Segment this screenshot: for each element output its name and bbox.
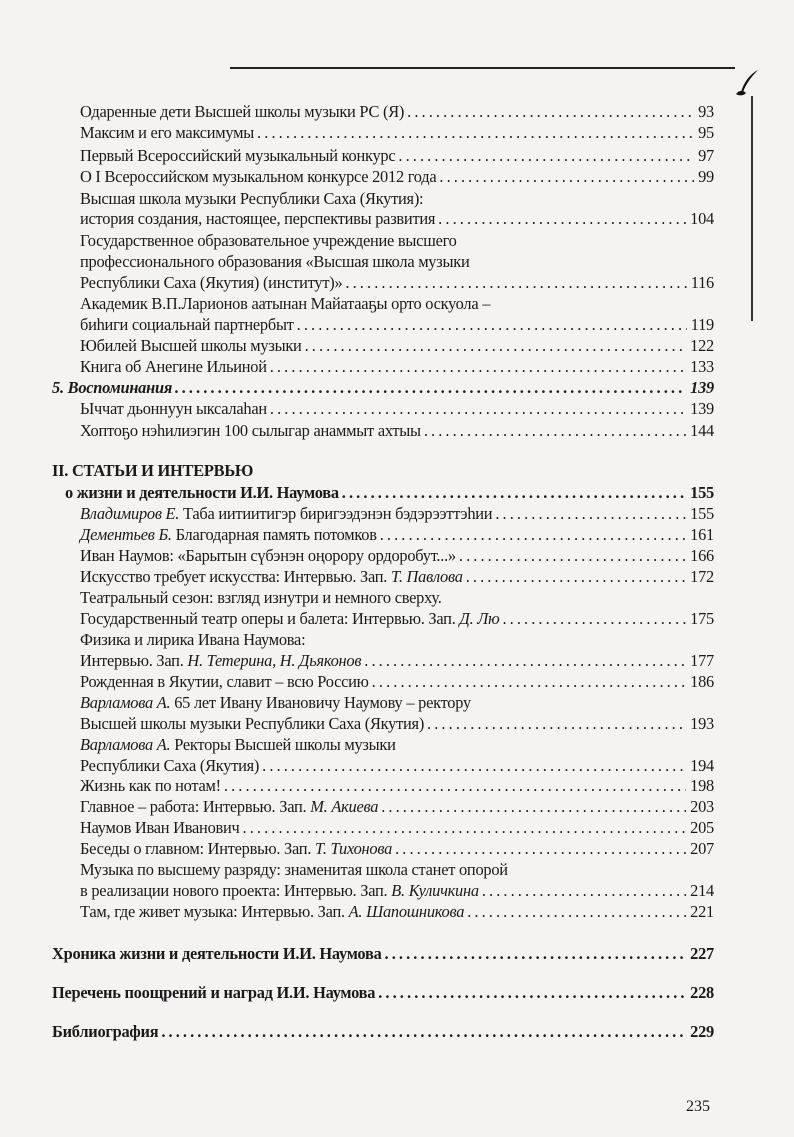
toc-entry-page: 207	[690, 839, 714, 858]
toc-entry	[80, 629, 714, 650]
toc-entry	[80, 420, 714, 441]
toc-entry-title	[80, 208, 435, 229]
toc-entry	[80, 817, 714, 838]
toc-entry-title	[80, 880, 479, 901]
toc-entry-text: Рожденная в Якутии, славит – всю Россию	[80, 672, 369, 691]
header-rule	[230, 67, 735, 69]
dot-leader	[395, 838, 686, 859]
toc-entry-title	[80, 755, 259, 776]
toc-entry	[80, 838, 714, 859]
toc-entry-title	[80, 545, 456, 566]
quill-pen-icon	[734, 68, 760, 98]
toc-entry-title	[80, 796, 378, 817]
toc-entry-title	[80, 230, 457, 251]
toc-entry	[80, 859, 714, 880]
side-rule	[751, 96, 753, 321]
dot-leader	[305, 335, 687, 356]
dot-leader	[427, 713, 686, 734]
toc-entry	[80, 734, 714, 755]
toc-entry-text: О I Всероссийском музыкальном конкурсе 2012 года	[80, 167, 437, 186]
dot-leader	[372, 671, 686, 692]
dot-leader	[175, 377, 686, 398]
toc-entry-title	[80, 838, 392, 859]
dot-leader	[466, 566, 686, 587]
toc-entry-text: Высшей школы музыки Республики Саха (Якутия)	[80, 714, 425, 733]
toc-entry-author: Т. Тихонова	[315, 839, 393, 858]
toc-entry	[80, 901, 714, 922]
dot-leader	[270, 356, 686, 377]
toc-entry-text: Высшая школа музыки Республики Саха (Якутия):	[80, 189, 424, 208]
toc-entry	[80, 524, 714, 545]
toc-entry	[80, 566, 714, 587]
dot-leader	[224, 775, 686, 796]
toc-entry-text: Ыччат дьоннуун ыксалаһан	[80, 399, 267, 418]
toc-entry-text: в реализации нового проекта: Интервью. Зап.	[80, 881, 392, 900]
toc-entry-page: 198	[690, 776, 714, 795]
toc-entry	[80, 208, 714, 229]
toc-entry-text: Республики Саха (Якутия)	[80, 756, 260, 775]
toc-entry-text: Физика и лирика Ивана Наумова:	[80, 630, 306, 649]
dot-leader	[385, 943, 687, 964]
toc-entry-page: 155	[690, 483, 714, 502]
toc-entry-page: 93	[698, 102, 714, 121]
toc-entry-page: 175	[690, 609, 714, 628]
toc-entry	[80, 503, 714, 524]
toc-entry-title	[80, 335, 302, 356]
toc-entry-text: Таба иитиитигэр биригээдэнэн бэдэрээттэһии	[179, 504, 493, 523]
toc-entry-title	[80, 650, 361, 671]
toc-entry-title	[80, 188, 423, 209]
toc-entry-title	[80, 775, 221, 796]
toc-entry	[80, 608, 714, 629]
toc-entry-page: 214	[690, 881, 714, 900]
toc-entry-author: М. Акиева	[310, 797, 379, 816]
toc-entry-title	[80, 272, 342, 293]
toc-entry-author: Владимиров Е.	[80, 504, 180, 523]
toc-entry	[80, 545, 714, 566]
toc-entry	[80, 650, 714, 671]
toc-entry	[80, 293, 714, 314]
dot-leader	[407, 101, 694, 122]
toc-entry	[80, 230, 714, 251]
toc-entry-page: 227	[690, 944, 714, 963]
toc-entry-title	[80, 566, 463, 587]
dot-leader	[380, 524, 686, 545]
toc-entry-text: Там, где живет музыка: Интервью. Зап.	[80, 902, 349, 921]
toc-entry-page: 104	[690, 209, 714, 228]
toc-entry	[80, 251, 714, 272]
toc-entry-text: Государственное образовательное учреждение высшего	[80, 231, 457, 250]
toc-entry-title	[80, 145, 395, 166]
toc-entry	[80, 335, 714, 356]
toc-entry-title	[80, 122, 254, 143]
dot-leader	[342, 482, 686, 503]
toc-entry-text: биһиги социальнай партнербыт	[80, 315, 294, 334]
toc-entry-title	[52, 377, 172, 398]
toc-entry-text: Хроника жизни и деятельности И.И. Наумова	[52, 944, 382, 963]
dot-leader	[424, 420, 686, 441]
toc-entry-title	[52, 943, 382, 964]
toc-entry-author: Варламова А.	[80, 693, 171, 712]
toc-entry-text: Республики Саха (Якутия) (институт)»	[80, 273, 343, 292]
toc-entry-text: Наумов Иван Иванович	[80, 818, 240, 837]
dot-leader	[297, 314, 687, 335]
toc-entry	[80, 188, 714, 209]
toc-entry-page: 97	[698, 146, 714, 165]
toc-entry	[80, 796, 714, 817]
toc-entry-page: 186	[690, 672, 714, 691]
toc-entry	[80, 775, 714, 796]
toc-entry	[80, 713, 714, 734]
toc-entry-title	[80, 901, 464, 922]
toc-entry	[80, 880, 714, 901]
toc-entry	[80, 166, 714, 187]
dot-leader	[467, 901, 686, 922]
toc-entry-title	[80, 629, 305, 650]
dot-leader	[459, 545, 686, 566]
toc-entry-page: 205	[690, 818, 714, 837]
toc-entry-text: Театральный сезон: взгляд изнутри и немного сверху.	[80, 588, 442, 607]
toc-entry-text: Перечень поощрений и наград И.И. Наумова	[52, 983, 376, 1002]
dot-leader	[345, 272, 686, 293]
toc-entry-text: Одаренные дети Высшей школы музыки РС (Я)	[80, 102, 405, 121]
toc-entry	[52, 377, 714, 398]
toc-entry-text: Государственный театр оперы и балета: Интервью. Зап.	[80, 609, 460, 628]
dot-leader	[262, 755, 686, 776]
toc-entry	[52, 460, 714, 481]
toc-entry-text: Ректоры Высшей школы музыки	[170, 735, 396, 754]
toc-entry-page: 95	[698, 123, 714, 142]
toc-entry-title	[52, 460, 253, 481]
toc-entry	[80, 587, 714, 608]
toc-entry-title	[80, 356, 267, 377]
toc-entry-title	[80, 293, 490, 314]
toc-entry-title	[80, 166, 436, 187]
toc-entry-title	[80, 524, 377, 545]
toc-entry-text: Иван Наумов: «Барытын сүбэнэн оңорору ордоробут...»	[80, 546, 456, 565]
toc-entry	[52, 982, 714, 1003]
toc-entry	[80, 692, 714, 713]
toc-entry-page: 229	[690, 1022, 714, 1041]
toc-entry-title	[80, 859, 508, 880]
toc-entry-text: Академик В.П.Ларионов аатынан Майатааҕы орто оскуола –	[80, 294, 491, 313]
toc-entry-title	[65, 482, 339, 503]
dot-leader	[438, 208, 686, 229]
toc-entry	[80, 755, 714, 776]
toc-entry-title	[52, 1021, 158, 1042]
toc-entry-page: 161	[690, 525, 714, 544]
dot-leader	[482, 880, 686, 901]
toc-entry-text: 65 лет Ивану Ивановичу Наумову – ректору	[170, 693, 471, 712]
dot-leader	[398, 145, 694, 166]
dot-leader	[495, 503, 686, 524]
dot-leader	[378, 982, 686, 1003]
toc-entry-title	[80, 587, 442, 608]
toc-entry-page: 144	[690, 421, 714, 440]
toc-entry-text: Главное – работа: Интервью. Зап.	[80, 797, 311, 816]
toc-entry-page: 155	[690, 504, 714, 523]
toc-entry-page: 172	[690, 567, 714, 586]
toc-entry-title	[80, 817, 240, 838]
dot-leader	[257, 122, 694, 143]
toc-entry-text: о жизни и деятельности И.И. Наумова	[65, 483, 339, 502]
toc-entry-text: Жизнь как по нотам!	[80, 776, 221, 795]
dot-leader	[270, 398, 686, 419]
toc-entry-title	[80, 671, 369, 692]
toc-entry-text: Первый Всероссийский музыкальный конкурс	[80, 146, 396, 165]
toc-entry-title	[80, 692, 471, 713]
toc-entry-page: 133	[690, 357, 714, 376]
toc-entry-text: Книга об Анегине Ильиной	[80, 357, 267, 376]
toc-entry-title	[80, 314, 294, 335]
toc-entry-title	[80, 420, 421, 441]
dot-leader	[161, 1021, 686, 1042]
toc-entry-text: Беседы о главном: Интервью. Зап.	[80, 839, 316, 858]
toc-entry	[80, 671, 714, 692]
toc-entry-author: В. Куличкина	[391, 881, 479, 900]
toc-entry	[80, 356, 714, 377]
toc-entry-text: Юбилей Высшей школы музыки	[80, 336, 302, 355]
toc-entry-page: 139	[690, 399, 714, 418]
toc-entry-text: Максим и его максимумы	[80, 123, 255, 142]
toc-entry-page: 203	[690, 797, 714, 816]
toc-entry	[80, 398, 714, 419]
toc-entry-page: 122	[690, 336, 714, 355]
toc-entry-page: 221	[690, 902, 714, 921]
toc-entry-text: Искусство требует искусства: Интервью. Зап.	[80, 567, 392, 586]
toc-entry-page: 193	[690, 714, 714, 733]
toc-entry-page: 177	[690, 651, 714, 670]
toc-entry-page: 139	[690, 378, 714, 397]
toc-entry-text: Интервью. Зап.	[80, 651, 188, 670]
toc-entry-author: Дементьев Б.	[80, 525, 172, 544]
toc-entry-author: Н. Тетерина, Н. Дьяконов	[187, 651, 362, 670]
toc-entry-text: Хоптоҕо нэһилиэгин 100 сылыгар анаммыт ахтыы	[80, 421, 421, 440]
toc-entry-title	[52, 982, 375, 1003]
toc-entry	[65, 482, 714, 503]
toc-entry-title	[80, 398, 267, 419]
toc-entry	[80, 272, 714, 293]
toc-entry-author: Варламова А.	[80, 735, 171, 754]
toc-entry-page: 116	[690, 273, 714, 292]
toc-entry	[52, 1021, 714, 1042]
toc-entry-title	[80, 503, 492, 524]
toc-entry-title	[80, 251, 469, 272]
toc-entry-text: Благодарная память потомков	[171, 525, 377, 544]
toc-entry-text: 5. Воспоминания	[52, 378, 173, 397]
dot-leader	[243, 817, 687, 838]
dot-leader	[381, 796, 686, 817]
toc-entry-text: Библиография	[52, 1022, 159, 1041]
toc-entry	[80, 101, 714, 122]
toc-entry-page: 166	[690, 546, 714, 565]
toc-entry-page: 99	[698, 167, 714, 186]
dot-leader	[439, 166, 694, 187]
toc-entry-text: профессионального образования «Высшая школа музыки	[80, 252, 470, 271]
toc-entry-page: 119	[690, 315, 714, 334]
page-number: 235	[686, 1098, 710, 1115]
toc-entry	[52, 943, 714, 964]
toc-entry-author: Д. Лю	[459, 609, 500, 628]
toc-entry-title	[80, 713, 424, 734]
toc-entry-title	[80, 734, 396, 755]
toc-entry-text: Музыка по высшему разряду: знаменитая школа станет опорой	[80, 860, 508, 879]
toc-entry-page: 194	[690, 756, 714, 775]
dot-leader	[502, 608, 686, 629]
toc-entry-text: история создания, настоящее, перспективы развития	[80, 209, 436, 228]
toc-entry	[80, 122, 714, 143]
toc-entry	[80, 314, 714, 335]
dot-leader	[364, 650, 686, 671]
toc-entry-page: 228	[690, 983, 714, 1002]
toc-entry-title	[80, 608, 499, 629]
toc-entry-text: II. СТАТЬИ И ИНТЕРВЬЮ	[52, 461, 254, 480]
toc-entry-author: Т. Павлова	[391, 567, 463, 586]
toc-entry-author: А. Шапошникова	[348, 902, 465, 921]
toc-entry-title	[80, 101, 404, 122]
toc-entry	[80, 145, 714, 166]
